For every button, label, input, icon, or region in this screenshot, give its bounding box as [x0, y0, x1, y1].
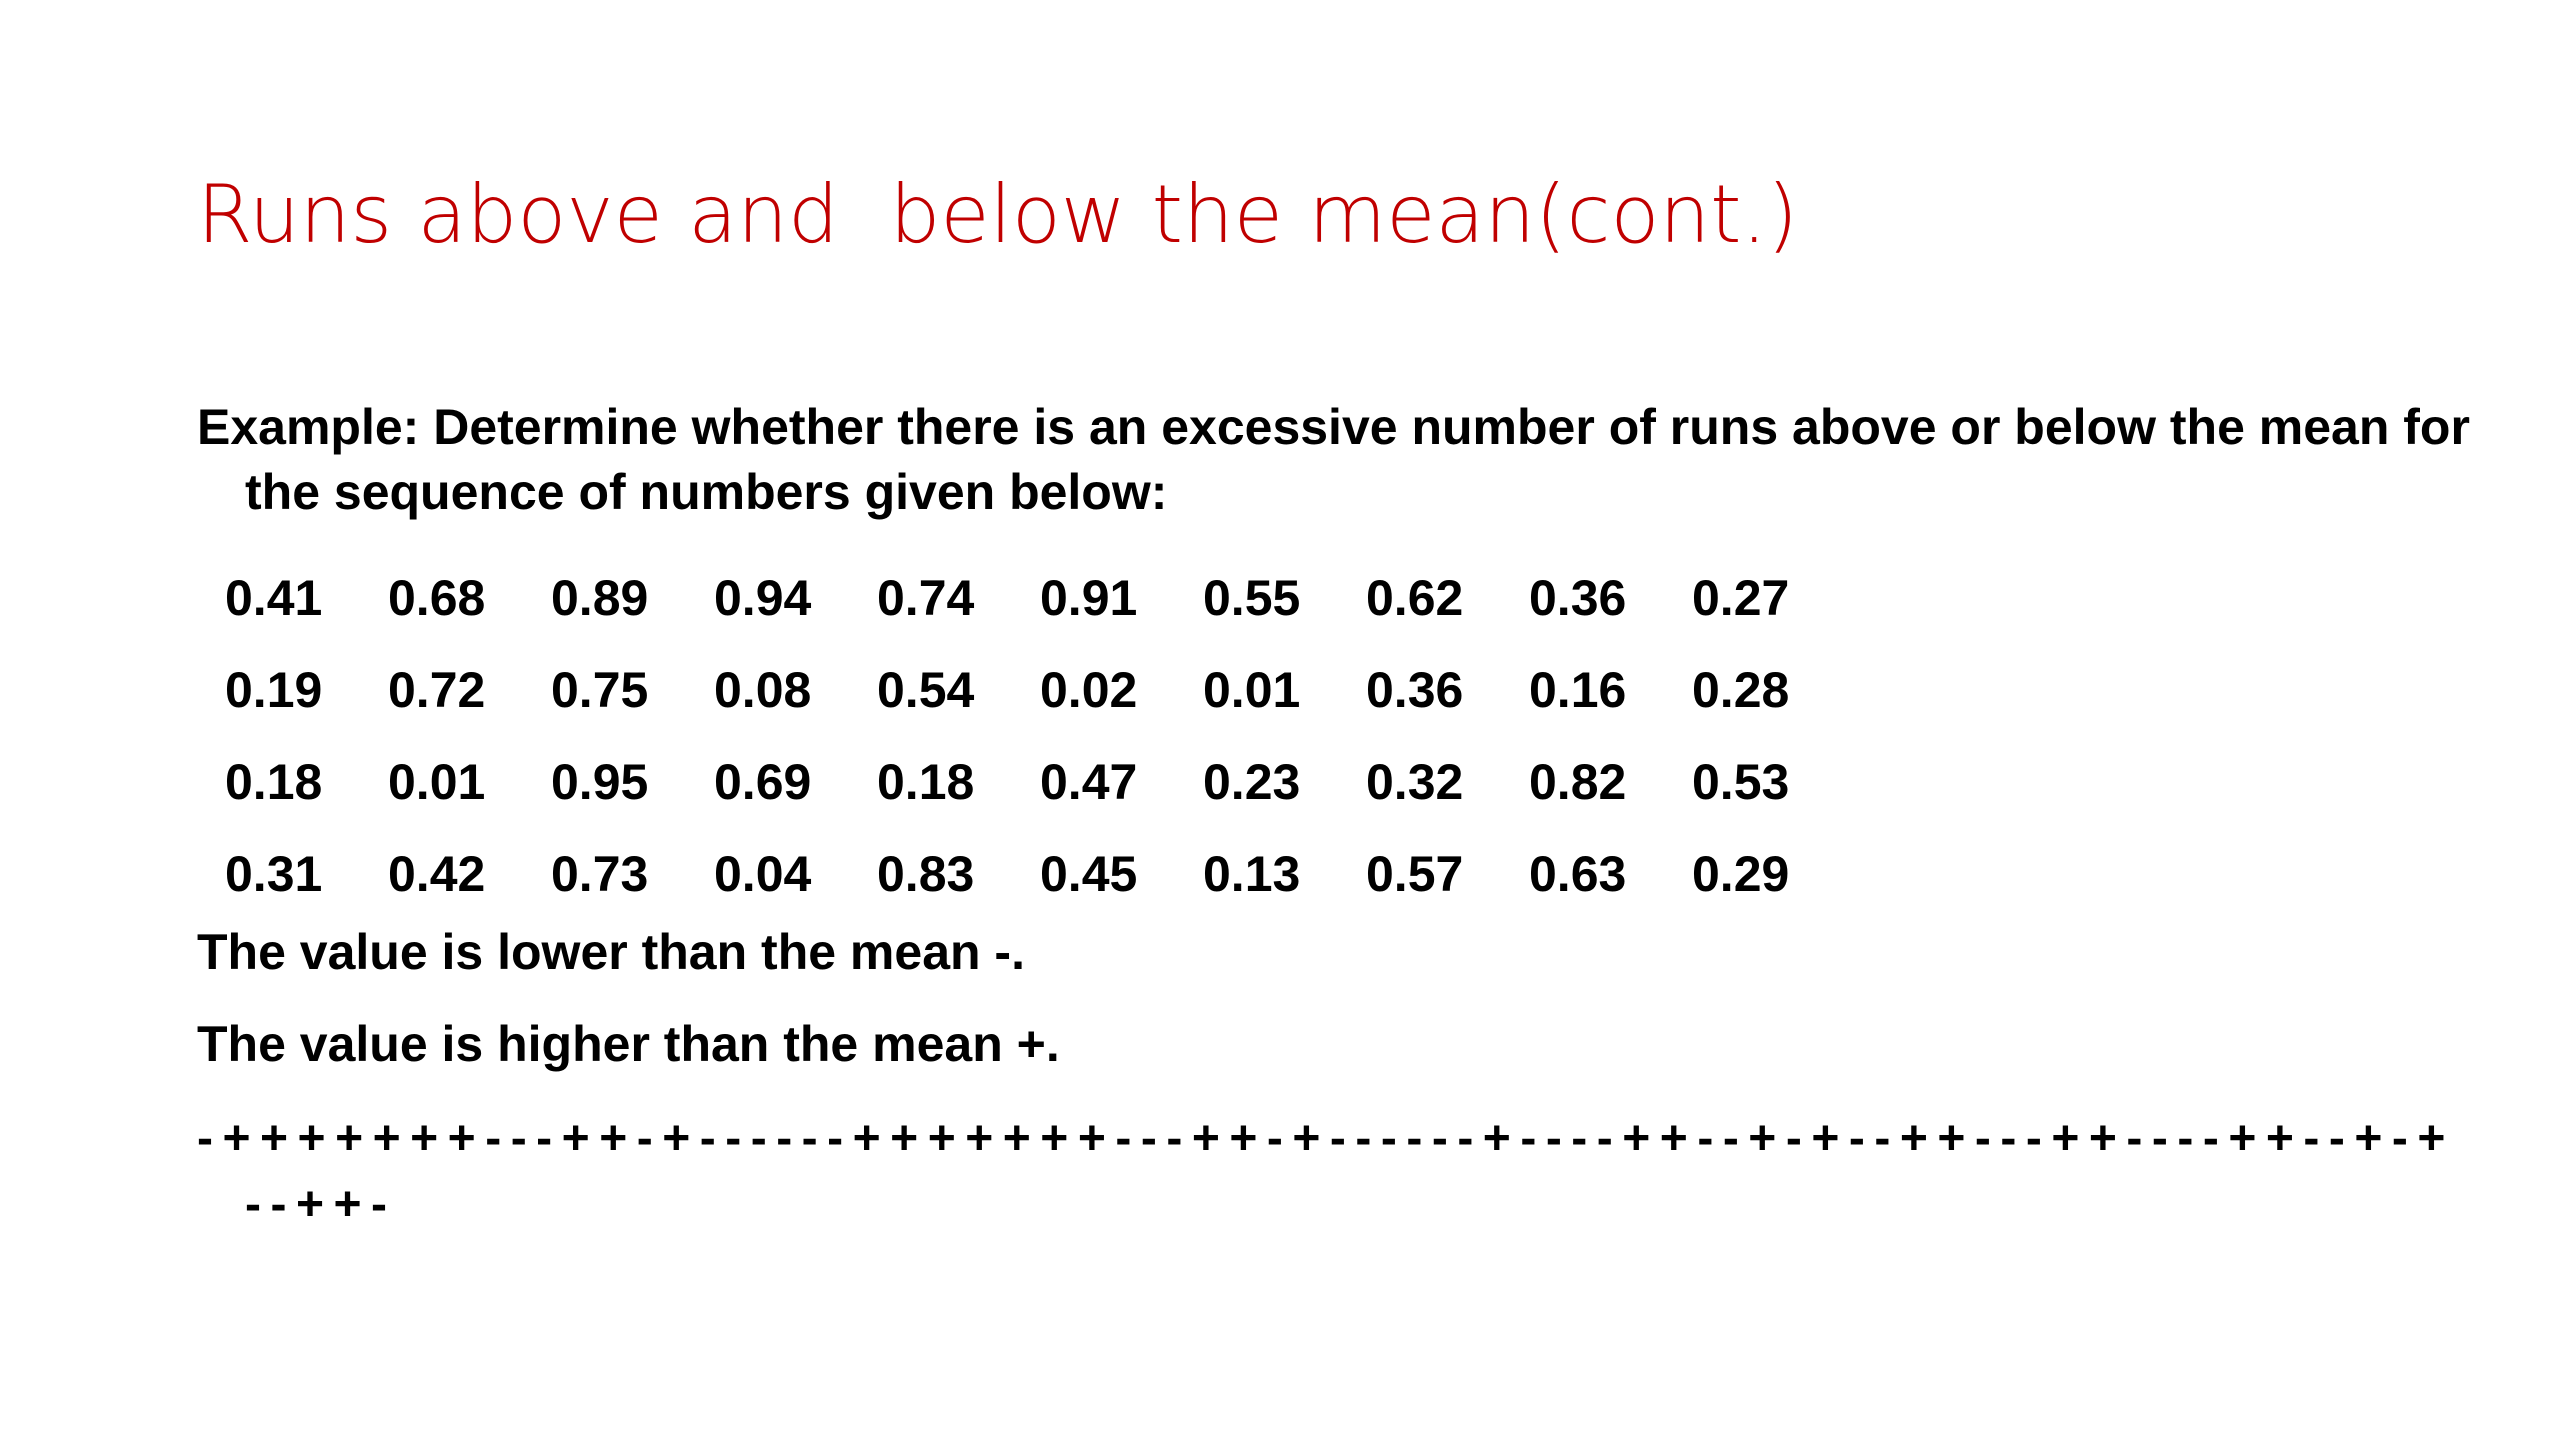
number-cell: 0.74: [877, 570, 975, 626]
slide-title: Runs above and below the mean(cont.): [197, 168, 1799, 261]
number-cell: 0.04: [714, 846, 812, 902]
number-cell: 0.31: [225, 846, 323, 902]
number-cell: 0.27: [1692, 570, 1790, 626]
number-cell: 0.73: [551, 846, 649, 902]
number-table-body: [225, 552, 1855, 920]
number-cell: 0.01: [388, 754, 486, 810]
number-cell: 0.57: [1366, 846, 1464, 902]
number-cell: 0.02: [1040, 662, 1138, 718]
number-table: [225, 552, 1855, 920]
number-cell: 0.94: [714, 570, 812, 626]
number-cell: 0.42: [388, 846, 486, 902]
number-cell: 0.68: [388, 570, 486, 626]
higher-than-mean-note: The value is higher than the mean +.: [197, 1016, 1060, 1072]
number-row: [225, 644, 1855, 736]
number-cell: 0.41: [225, 570, 323, 626]
number-cell: 0.53: [1692, 754, 1790, 810]
example-prompt: Example: Determine whether there is an excessive number of runs above or below the mean for the sequence of numbers given below:: [197, 399, 2470, 520]
number-cell: 0.89: [551, 570, 649, 626]
number-cell: 0.72: [388, 662, 486, 718]
number-cell: 0.45: [1040, 846, 1138, 902]
number-cell: 0.29: [1692, 846, 1790, 902]
number-cell: 0.83: [877, 846, 975, 902]
number-cell: 0.54: [877, 662, 975, 718]
number-cell: 0.28: [1692, 662, 1790, 718]
number-cell: 0.08: [714, 662, 812, 718]
number-cell: 0.19: [225, 662, 323, 718]
number-cell: 0.16: [1529, 662, 1627, 718]
number-cell: 0.91: [1040, 570, 1138, 626]
number-cell: 0.82: [1529, 754, 1627, 810]
number-cell: 0.75: [551, 662, 649, 718]
number-cell: 0.13: [1203, 846, 1301, 902]
sign-sequence: -+++++++---++-+------+++++++---++-+------+----++--+-+--++---++----++--+-+--++-: [197, 1112, 2455, 1231]
number-cell: 0.55: [1203, 570, 1301, 626]
number-cell: 0.69: [714, 754, 812, 810]
lower-than-mean-note: The value is lower than the mean -.: [197, 924, 1025, 980]
number-cell: 0.63: [1529, 846, 1627, 902]
number-cell: 0.18: [225, 754, 323, 810]
number-cell: 0.18: [877, 754, 975, 810]
number-row: [225, 552, 1855, 644]
number-cell: 0.36: [1366, 662, 1464, 718]
number-cell: 0.95: [551, 754, 649, 810]
number-row: [225, 736, 1855, 828]
number-row: [225, 828, 1855, 920]
number-cell: 0.47: [1040, 754, 1138, 810]
number-cell: 0.36: [1529, 570, 1627, 626]
number-cell: 0.23: [1203, 754, 1301, 810]
number-cell: 0.32: [1366, 754, 1464, 810]
number-cell: 0.01: [1203, 662, 1301, 718]
number-cell: 0.62: [1366, 570, 1464, 626]
